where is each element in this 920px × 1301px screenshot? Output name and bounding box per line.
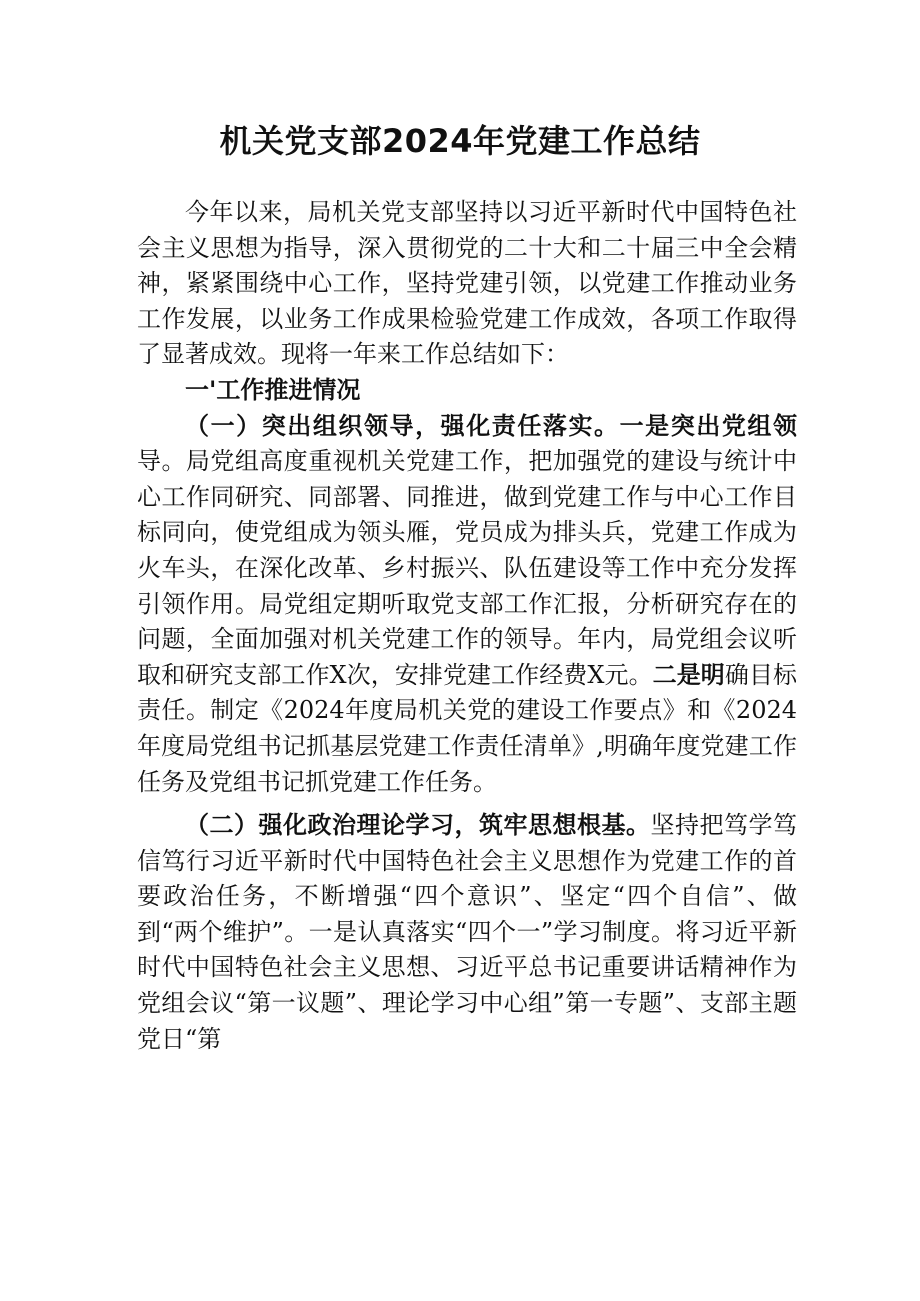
paragraph-lead-bold: （二）强化政治理论学习，筑牢思想根基。 (185, 811, 651, 840)
paragraph-text: 导。局党组高度重视机关党建工作，把加强党的建设与统计中心工作同研究、同部署、同推进，做到党建工作与中心工作目标同向，使党组成为领头雁，党员成为排头兵，党建工作成为火车头，在深化改革、乡村振兴、队伍建设等工作中充分发挥引领作用。局党组定期听取党支部工作汇报，分析研究存在的问题，全面加强对机关党建工作的领导。年内，局党组会议听取和研究支部工作X次，安排党建工作经费X元。 (137, 447, 797, 689)
paragraph-inline-bold: 二是明 (652, 660, 725, 689)
intro-paragraph: 今年以来，局机关党支部坚持以习近平新时代中国特色社会主义思想为指导，深入贯彻党的二十大和二十届三中全会精神，紧紧围绕中心工作，坚持党建引领，以党建工作推动业务工作发展，以业务工作成果检验党建工作成效，各项工作取得了显著成效。现将一年来工作总结如下： (137, 198, 797, 369)
paragraph-organization-leadership (137, 409, 797, 801)
document-title: 机关党支部2024年党建工作总结 (219, 122, 701, 160)
paragraph-lead-bold: （一）突出组织领导，强化责任落实。一是突出党组领 (185, 411, 797, 440)
section-heading: 一'工作推进情况 (185, 375, 361, 404)
paragraph-theory-study (137, 808, 797, 1057)
document-body (137, 195, 797, 1057)
paragraph-text: 确目标责任。制定《2024年度局机关党的建设工作要点》和《2024年度局党组书记抓基层党建工作责任清单》,明确年度党建工作任务及党组书记抓党建工作任务。 (137, 660, 798, 796)
paragraph-text: 坚持把笃学笃信笃行习近平新时代中国特色社会主义思想作为党建工作的首要政治任务，不断增强“四个意识”、坚定“四个自信”、做到“两个维护”。一是认真落实“四个一”学习制度。将习近平新时代中国特色社会主义思想、习近平总书记重要讲话精神作为党组会议“第一议题”、理论学习中心组”第一专题”、支部主题党日“第 (137, 811, 797, 1053)
